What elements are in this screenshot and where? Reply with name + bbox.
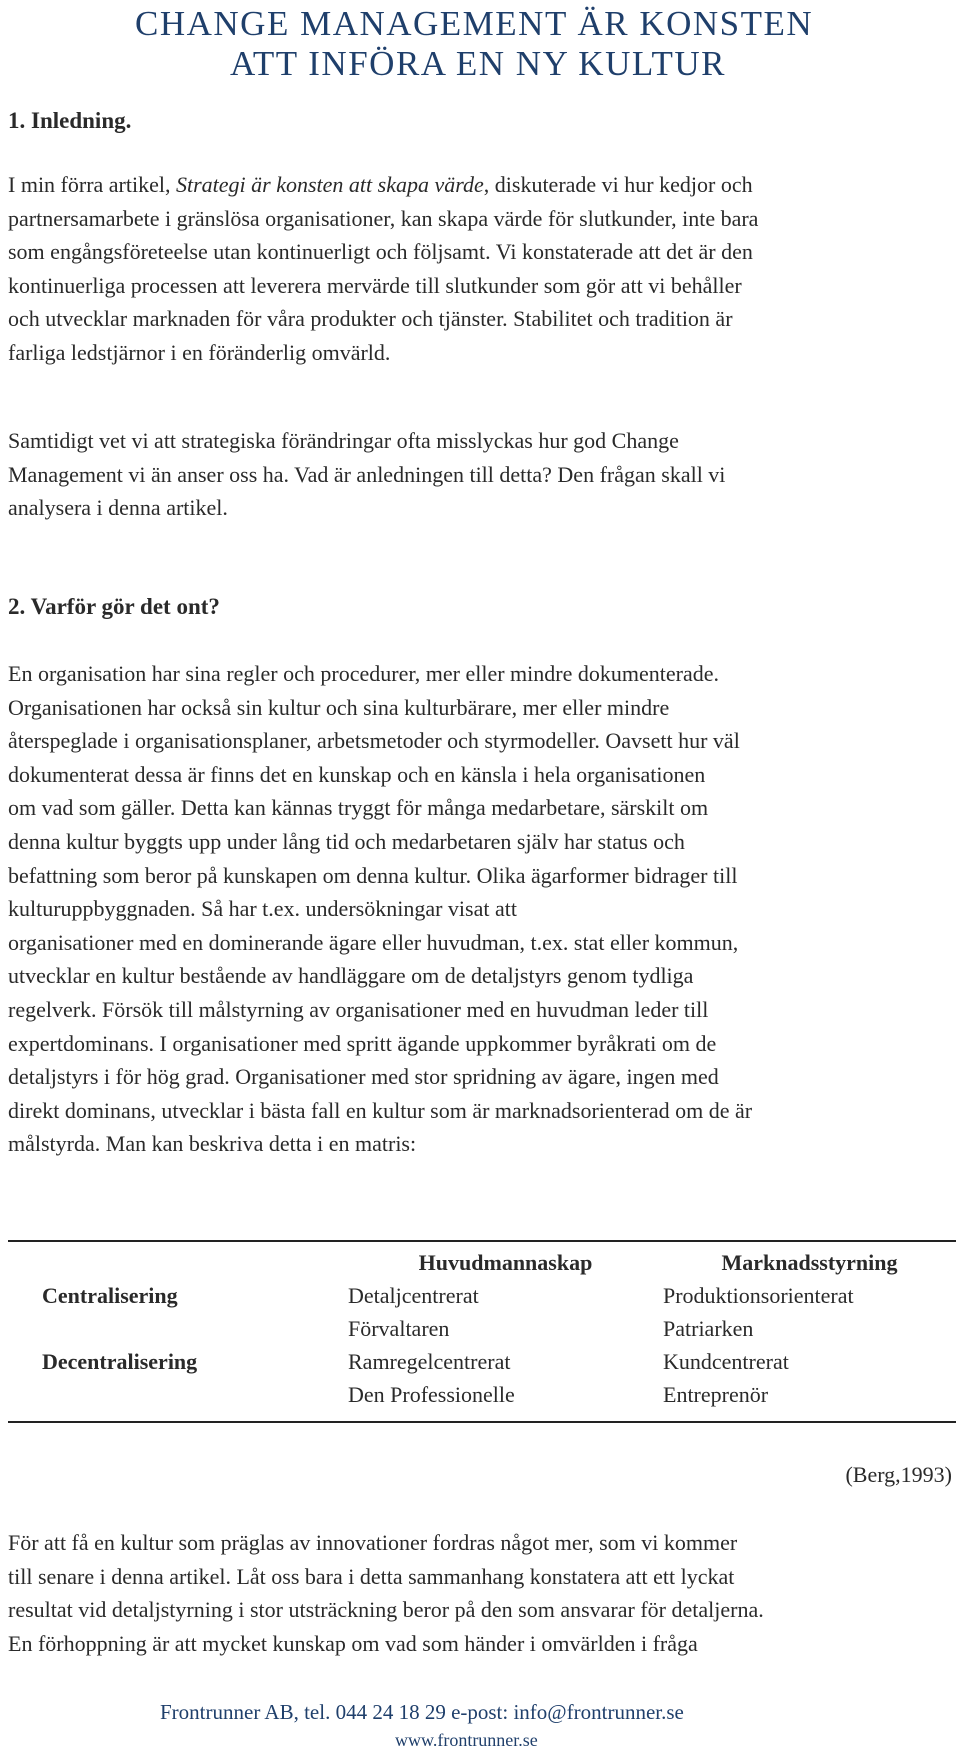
table-row xyxy=(8,1279,956,1345)
text-line: Management vi än anser oss ha. Vad är anledningen till detta? Den frågan skall vi xyxy=(8,461,726,487)
table-row xyxy=(8,1345,956,1422)
title-line-1: CHANGE MANAGEMENT ÄR KONSTEN xyxy=(135,4,814,43)
text-line: Samtidigt vet vi att strategiska förändringar ofta misslyckas hur god Change xyxy=(8,428,679,453)
text-line: Organisationen har också sin kultur och sina kulturbärare, mer eller mindre xyxy=(8,694,670,720)
paragraph-intro xyxy=(8,168,956,370)
text-line: till senare i denna artikel. Låt oss bara i detta sammanhang konstatera att ett lyckat xyxy=(8,1563,735,1589)
text-line: utvecklar en kultur bestående av handläggare om de detaljstyrs genom tydliga xyxy=(8,963,694,989)
text-line: En organisation har sina regler och procedurer, mer eller mindre dokumenterade. xyxy=(8,661,719,686)
text-line: som engångsföreteelse utan kontinuerligt och följsamt. Vi konstaterade att det är den xyxy=(8,239,753,265)
column-header-marknadsstyrning: Marknadsstyrning xyxy=(721,1250,898,1275)
row-header-centralisering: Centralisering xyxy=(42,1283,178,1308)
text-line: organisationer med en dominerande ägare eller huvudman, t.ex. stat eller kommun, xyxy=(8,929,739,955)
text-line: resultat vid detaljstyrning i stor utsträckning beror på den som ansvarar för detaljerna. xyxy=(8,1597,764,1623)
text-line: För att få en kultur som präglas av innovationer fordras något mer, som vi kommer xyxy=(8,1530,738,1555)
article-title-reference: Strategi är konsten att skapa värde xyxy=(176,172,484,197)
footer-contact: Frontrunner AB, tel. 044 24 18 29 e-post: info@frontrunner.se xyxy=(160,1700,684,1724)
paragraph-organisation xyxy=(8,657,956,1161)
paragraph-innovation xyxy=(8,1526,956,1660)
footer-website-link[interactable]: www.frontrunner.se xyxy=(395,1730,538,1750)
citation-reference: (Berg,1993) xyxy=(845,1462,952,1487)
text-line: målstyrda. Man kan beskriva detta i en matris: xyxy=(8,1131,417,1157)
text-line: regelverk. Försök till målstyrning av organisationer med en huvudman leder till xyxy=(8,996,709,1022)
text-line: partnersamarbete i gränslösa organisationer, kan skapa värde för slutkunder, inte bara xyxy=(8,205,759,231)
text-line: dokumenterat dessa är finns det en kunskap och en känsla i hela organisationen xyxy=(8,761,706,787)
text-line: farliga ledstjärnor i en föränderlig omvärld. xyxy=(8,339,391,365)
column-header-huvudmannaskap: Huvudmannaskap xyxy=(418,1250,593,1275)
table-cell: Detaljcentrerat Förvaltaren xyxy=(348,1283,479,1341)
text-line: om vad som gäller. Detta kan kännas tryggt för många medarbetare, särskilt om xyxy=(8,795,709,821)
text-line: expertdominans. I organisationer med spritt ägande uppkommer byråkrati om de xyxy=(8,1030,717,1056)
text-line: kontinuerliga processen att leverera mervärde till slutkunder som gör att vi behåller xyxy=(8,272,742,298)
text-line: denna kultur byggts upp under lång tid och medarbetaren själv har status och xyxy=(8,828,685,854)
text-line: och utvecklar marknaden för våra produkter och tjänster. Stabilitet och tradition är xyxy=(8,306,733,332)
table-corner-cell xyxy=(8,1241,348,1279)
row-header-decentralisering: Decentralisering xyxy=(42,1349,198,1374)
table-cell: Ramregelcentrerat Den Professionelle xyxy=(348,1349,515,1407)
section-heading-inledning: 1. Inledning. xyxy=(8,108,132,133)
title-line-2: ATT INFÖRA EN NY KULTUR xyxy=(230,44,727,83)
text-line: direkt dominans, utvecklar i bästa fall en kultur som är marknadsorienterad om de är xyxy=(8,1097,753,1123)
text-line: En förhoppning är att mycket kunskap om vad som händer i omvärlden i fråga xyxy=(8,1630,698,1656)
text-line: analysera i denna artikel. xyxy=(8,495,228,521)
text-line: befattning som beror på kunskapen om denna kultur. Olika ägarformer bidrager till xyxy=(8,862,738,888)
paragraph-change-management xyxy=(8,424,956,525)
table-cell: Produktionsorienterat Patriarken xyxy=(663,1283,854,1341)
table-header-row xyxy=(8,1241,956,1279)
section-heading-varfor: 2. Varför gör det ont? xyxy=(8,594,220,619)
text-line: I min förra artikel, Strategi är konsten att skapa värde, diskuterade vi hur kedjor och xyxy=(8,172,753,197)
text-line: kulturuppbyggnaden. Så har t.ex. undersökningar visat att xyxy=(8,896,517,922)
table-cell: Kundcentrerat Entreprenör xyxy=(663,1349,789,1407)
text-line: återspeglade i organisationsplaner, arbetsmetoder och styrmodeller. Oavsett hur väl xyxy=(8,728,740,754)
culture-matrix-table xyxy=(8,1240,956,1423)
text-line: detaljstyrs i för hög grad. Organisationer med stor spridning av ägare, ingen med xyxy=(8,1064,719,1090)
